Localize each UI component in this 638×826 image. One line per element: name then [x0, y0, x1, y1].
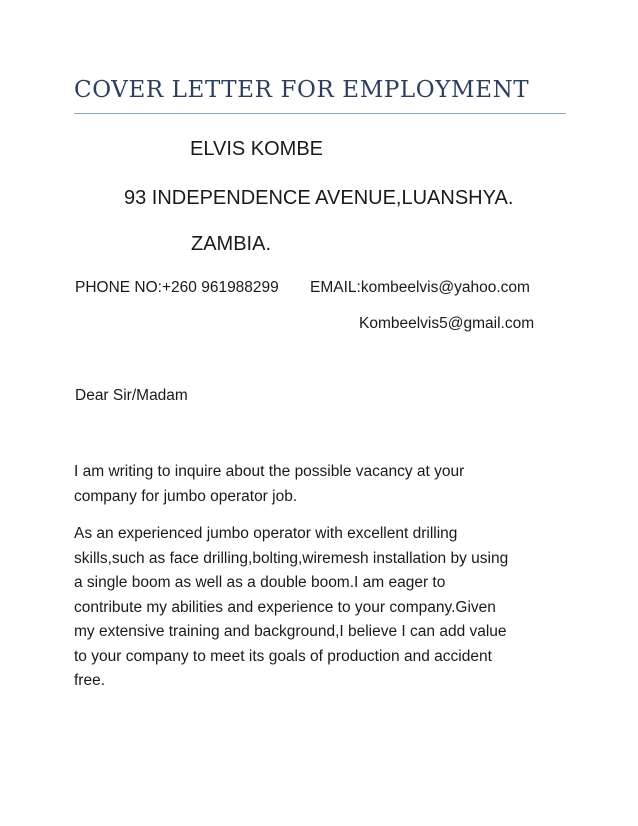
- paragraph-line: I am writing to inquire about the possible vacancy at your: [74, 463, 465, 480]
- paragraph-line: a single boom as well as a double boom.I am eager to: [74, 574, 446, 591]
- paragraph-line: to your company to meet its goals of production and accident: [74, 647, 492, 665]
- applicant-country: ZAMBIA.: [191, 233, 272, 255]
- salutation: Dear Sir/Madam: [75, 387, 188, 404]
- paragraph-line: contribute my abilities and experience to your company.Given: [74, 598, 496, 616]
- paragraph-line: company for jumbo operator job.: [74, 487, 298, 505]
- title-underline: [74, 113, 566, 114]
- applicant-name: ELVIS KOMBE: [190, 138, 324, 160]
- paragraph-line: As an experienced jumbo operator with excellent drilling: [74, 525, 458, 542]
- paragraph-line: my extensive training and background,I believe I can add value: [74, 623, 507, 640]
- email-secondary: Kombeelvis5@gmail.com: [359, 315, 535, 332]
- email-primary: EMAIL:kombeelvis@yahoo.com: [310, 279, 530, 296]
- applicant-address: 93 INDEPENDENCE AVENUE,LUANSHYA.: [124, 187, 514, 209]
- body-paragraph-1: [74, 460, 574, 509]
- body-paragraph-2: [74, 522, 574, 694]
- paragraph-line: free.: [74, 672, 106, 689]
- phone-number: PHONE NO:+260 961988299: [75, 279, 279, 296]
- document-title: COVER LETTER FOR EMPLOYMENT: [74, 77, 530, 103]
- paragraph-line: skills,such as face drilling,bolting,wiremesh installation by using: [74, 549, 509, 567]
